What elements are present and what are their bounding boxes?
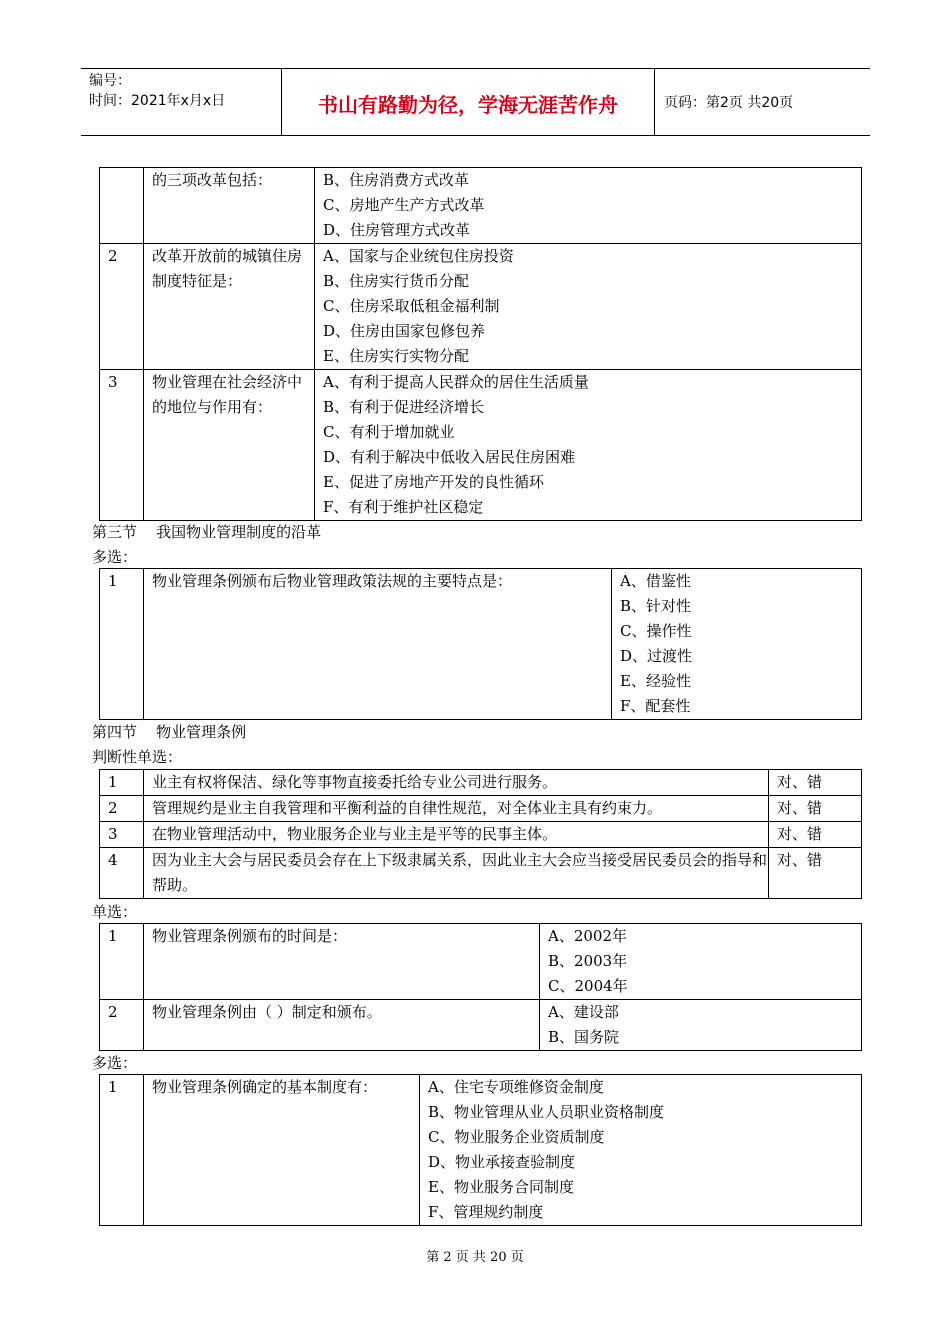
option-item: E、物业服务合同制度 xyxy=(428,1178,574,1196)
statement-number: 4 xyxy=(100,848,144,899)
table1-body xyxy=(100,168,862,521)
question-number xyxy=(100,168,144,244)
option-item: D、住房管理方式改革 xyxy=(323,221,471,239)
section-4-single-label: 单选： xyxy=(92,903,138,921)
option-item: B、国务院 xyxy=(548,1028,620,1046)
option-item: C、房地产生产方式改革 xyxy=(323,196,485,214)
header-date: 时间：2021年x月x日 xyxy=(89,93,226,109)
option-list xyxy=(612,569,862,720)
option-item: E、促进了房地产开发的良性循环 xyxy=(323,473,544,491)
question-text: 物业管理条例由（ ）制定和颁布。 xyxy=(144,1000,540,1051)
option-list xyxy=(540,924,862,1000)
question-table-section3-multi xyxy=(99,568,862,720)
statement-number: 3 xyxy=(100,822,144,848)
option-item: C、物业服务企业资质制度 xyxy=(428,1128,605,1146)
option-item: E、住房实行实物分配 xyxy=(323,347,469,365)
option-item: A、有利于提高人民群众的居住生活质量 xyxy=(323,373,589,391)
option-item: F、有利于维护社区稳定 xyxy=(323,498,484,516)
option-item: A、建设部 xyxy=(548,1003,619,1021)
table5-body xyxy=(100,1075,862,1226)
single-choice-table xyxy=(99,923,862,1051)
table-row xyxy=(100,848,862,899)
question-number: 3 xyxy=(100,370,144,521)
table-row xyxy=(100,822,862,848)
judge-table xyxy=(99,769,862,899)
section-3-title: 第三节 我国物业管理制度的沿革 xyxy=(92,523,322,541)
table-row xyxy=(100,244,862,370)
table-row xyxy=(100,796,862,822)
option-item: C、操作性 xyxy=(620,622,692,640)
header-divider-right xyxy=(654,69,655,135)
header-top-line xyxy=(81,68,870,69)
option-list xyxy=(540,1000,862,1051)
answer-choices: 对、错 xyxy=(769,770,862,796)
section-4-title: 第四节 物业管理条例 xyxy=(92,723,247,741)
option-item: A、借鉴性 xyxy=(620,572,691,590)
option-list xyxy=(315,370,862,521)
option-item: B、物业管理从业人员职业资格制度 xyxy=(428,1103,665,1121)
option-item: E、经验性 xyxy=(620,672,691,690)
header-bottom-line xyxy=(81,135,870,136)
option-item: A、2002年 xyxy=(548,927,628,945)
header-code: 编号： xyxy=(89,73,131,89)
option-list xyxy=(315,168,862,244)
option-item: C、有利于增加就业 xyxy=(323,423,455,441)
table3-body xyxy=(100,770,862,899)
option-item: B、有利于促进经济增长 xyxy=(323,398,485,416)
table2-body xyxy=(100,569,862,720)
option-item: A、国家与企业统包住房投资 xyxy=(323,247,514,265)
question-text: 物业管理条例颁布的时间是： xyxy=(144,924,540,1000)
question-number: 1 xyxy=(100,569,144,720)
option-item: A、住宅专项维修资金制度 xyxy=(428,1078,604,1096)
multi-choice-table xyxy=(99,1074,862,1226)
question-text: 物业管理条例确定的基本制度有： xyxy=(144,1075,420,1226)
answer-choices: 对、错 xyxy=(769,796,862,822)
question-number: 1 xyxy=(100,924,144,1000)
option-item: B、住房消费方式改革 xyxy=(323,171,470,189)
option-item: D、住房由国家包修包养 xyxy=(323,322,486,340)
option-item: F、配套性 xyxy=(620,697,691,715)
option-item: B、针对性 xyxy=(620,597,692,615)
question-number: 2 xyxy=(100,244,144,370)
statement-number: 2 xyxy=(100,796,144,822)
table-row xyxy=(100,924,862,1000)
option-item: C、住房采取低租金福利制 xyxy=(323,297,500,315)
option-item: B、住房实行货币分配 xyxy=(323,272,470,290)
answer-choices: 对、错 xyxy=(769,822,862,848)
table-row xyxy=(100,370,862,521)
table-row xyxy=(100,168,862,244)
statement-text: 管理规约是业主自我管理和平衡利益的自律性规范，对全体业主具有约束力。 xyxy=(144,796,769,822)
question-number: 2 xyxy=(100,1000,144,1051)
option-list xyxy=(315,244,862,370)
question-text: 物业管理条例颁布后物业管理政策法规的主要特点是： xyxy=(144,569,612,720)
option-item: D、物业承接查验制度 xyxy=(428,1153,576,1171)
option-list xyxy=(420,1075,862,1226)
section-4-multi-label: 多选： xyxy=(92,1054,138,1072)
table-row xyxy=(100,1075,862,1226)
answer-choices: 对、错 xyxy=(769,848,862,899)
question-text: 物业管理在社会经济中的地位与作用有： xyxy=(144,370,315,521)
section-3-multi-label: 多选： xyxy=(92,548,138,566)
option-item: D、过渡性 xyxy=(620,647,693,665)
option-item: D、有利于解决中低收入居民住房困难 xyxy=(323,448,576,466)
question-table-continued xyxy=(99,167,862,521)
table-row xyxy=(100,770,862,796)
option-item: B、2003年 xyxy=(548,952,628,970)
table-row xyxy=(100,1000,862,1051)
table4-body xyxy=(100,924,862,1051)
option-item: C、2004年 xyxy=(548,977,628,995)
statement-text: 因为业主大会与居民委员会存在上下级隶属关系，因此业主大会应当接受居民委员会的指导和帮助。 xyxy=(144,848,769,899)
option-item: F、管理规约制度 xyxy=(428,1203,544,1221)
statement-number: 1 xyxy=(100,770,144,796)
statement-text: 业主有权将保洁、绿化等事物直接委托给专业公司进行服务。 xyxy=(144,770,769,796)
section-4-judge-label: 判断性单选： xyxy=(92,748,183,766)
statement-text: 在物业管理活动中，物业服务企业与业主是平等的民事主体。 xyxy=(144,822,769,848)
header-page-number: 页码：第2页 共20页 xyxy=(664,95,794,111)
question-text: 改革开放前的城镇住房制度特征是： xyxy=(144,244,315,370)
question-number: 1 xyxy=(100,1075,144,1226)
header-motto: 书山有路勤为径，学海无涯苦作舟 xyxy=(318,93,618,117)
question-text: 的三项改革包括： xyxy=(144,168,315,244)
table-row xyxy=(100,569,862,720)
page-footer: 第 2 页 共 20 页 xyxy=(426,1250,524,1265)
